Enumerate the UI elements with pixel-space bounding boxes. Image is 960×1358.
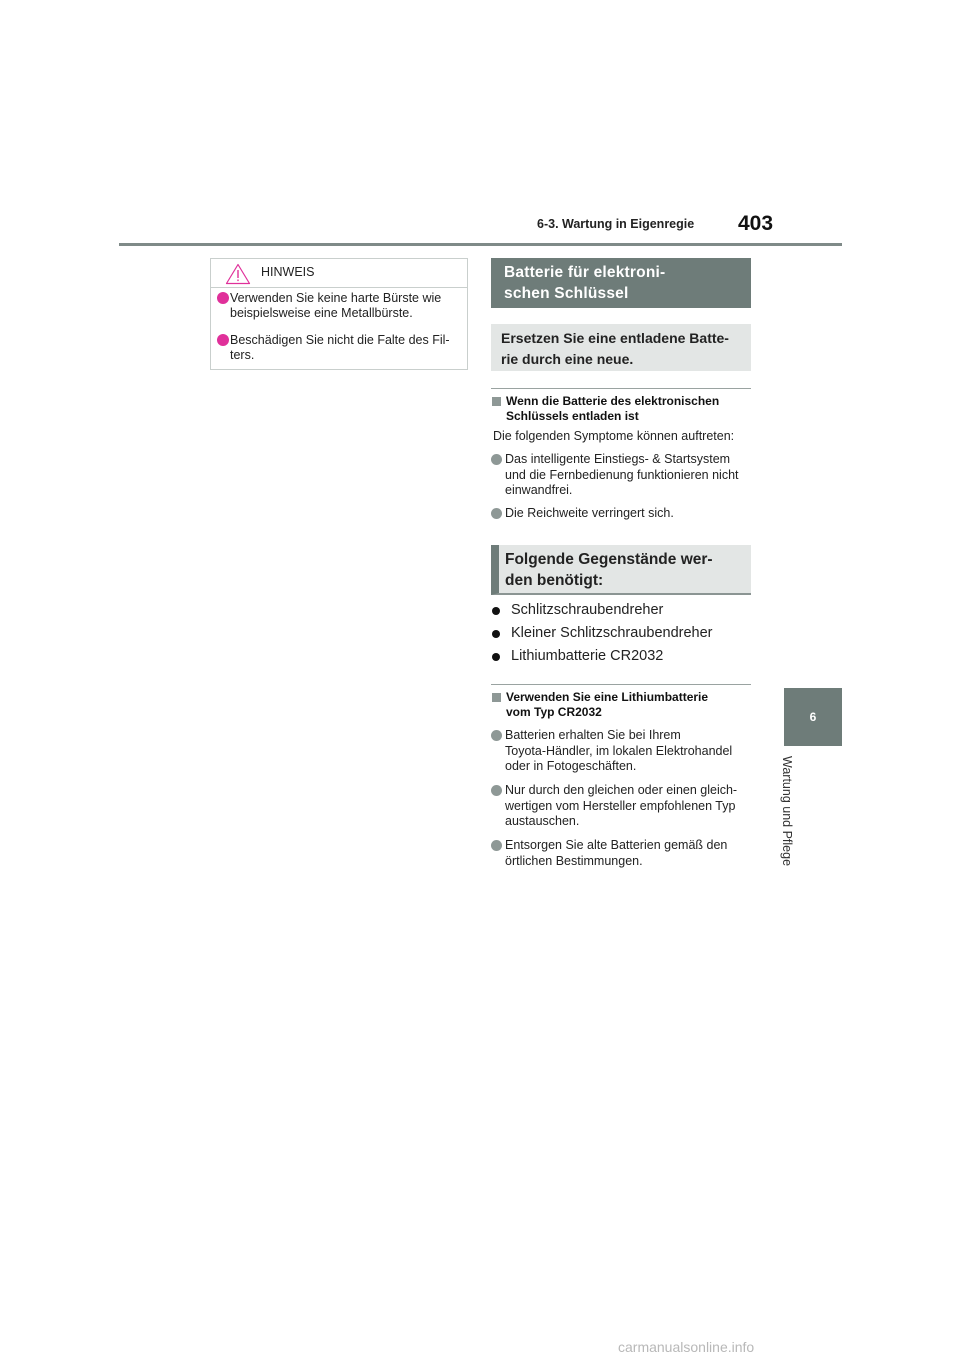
subheading-line: vom Typ CR2032 — [506, 705, 602, 719]
list-item-line: austauschen. — [505, 814, 580, 828]
main-heading — [491, 258, 751, 308]
section-divider — [491, 684, 751, 685]
bullet-icon — [491, 840, 502, 851]
subheading-line: Schlüssels entladen ist — [506, 409, 639, 423]
list-item-line: einwandfrei. — [505, 483, 573, 497]
bullet-icon — [491, 785, 502, 796]
main-heading-line: Batterie für elektroni- — [504, 264, 666, 281]
subheading-dead-battery — [491, 394, 751, 424]
list-item-line: örtlichen Bestimmungen. — [505, 853, 643, 868]
bullet-icon — [217, 334, 229, 346]
tool-item-label: Lithiumbatterie CR2032 — [511, 648, 664, 664]
chapter-side-label — [780, 756, 810, 881]
square-bullet-icon — [492, 693, 501, 702]
notice-header — [211, 259, 467, 288]
instruction-line: rie durch eine neue. — [501, 351, 634, 367]
square-bullet-icon — [492, 397, 501, 406]
chapter-number: 6 — [809, 710, 817, 724]
bullet-icon — [491, 508, 502, 519]
subheading-line: Verwenden Sie eine Lithiumbatterie — [506, 690, 709, 704]
page-number: 403 — [738, 212, 774, 235]
list-item-line: Entsorgen Sie alte Batterien gemäß den — [505, 838, 728, 852]
tools-heading-line: Folgende Gegenstände wer- — [505, 551, 713, 568]
bullet-icon — [492, 630, 500, 638]
instruction-box — [491, 324, 751, 371]
tool-item-label: Schlitzschraubendreher — [511, 602, 664, 618]
list-item-line: oder in Fotogeschäften. — [505, 759, 637, 773]
notice-item-line: Verwenden Sie keine harte Bürste wie — [230, 291, 442, 305]
bullet-icon — [491, 730, 502, 741]
list-item — [491, 783, 751, 830]
chapter-title: Wartung und Pflege — [780, 756, 794, 867]
tools-heading-line: den benötigt: — [505, 572, 604, 589]
notice-item — [217, 333, 461, 363]
list-item-line: Toyota-Händler, im lokalen Elektrohandel — [505, 743, 733, 758]
list-item-line: Batterien erhalten Sie bei Ihrem — [505, 728, 681, 742]
notice-box — [210, 258, 468, 370]
tools-heading — [491, 545, 751, 595]
intro-text: Die folgenden Symptome können auftreten: — [493, 429, 735, 443]
list-item-line: Das intelligente Einstiegs- & Startsystem — [505, 452, 731, 466]
watermark: carmanualsonline.info — [618, 1339, 755, 1355]
subheading-battery-type — [491, 690, 751, 720]
chapter-tab — [784, 688, 842, 746]
header-divider — [119, 243, 842, 246]
notice-title: HINWEIS — [261, 265, 315, 279]
notice-item-line: ters. — [230, 348, 255, 362]
bullet-icon — [492, 607, 500, 615]
notice-item-line: Beschädigen Sie nicht die Falte des Fil- — [230, 333, 450, 347]
notice-item — [217, 291, 461, 321]
instruction-line: Ersetzen Sie eine entladene Batte- — [501, 330, 729, 346]
tool-item — [492, 625, 713, 641]
list-item — [491, 728, 751, 775]
bullet-icon — [492, 653, 500, 661]
tool-item — [492, 648, 663, 664]
section-title: 6-3. Wartung in Eigenregie — [537, 217, 695, 231]
main-heading-line: schen Schlüssel — [504, 285, 629, 302]
subheading-line: Wenn die Batterie des elektronischen — [506, 394, 720, 408]
bullet-icon — [217, 292, 229, 304]
list-item-line: wertigen vom Hersteller empfohlenen Typ — [505, 798, 736, 813]
tool-item — [492, 602, 663, 618]
list-item-line: und die Fernbedienung funktionieren nicht — [505, 467, 739, 482]
list-item — [491, 838, 751, 869]
section-divider — [491, 388, 751, 389]
list-item-line: Die Reichweite verringert sich. — [505, 506, 674, 520]
list-item-line: Nur durch den gleichen oder einen gleich- — [505, 783, 738, 797]
list-item — [491, 452, 751, 499]
bullet-icon — [491, 454, 502, 465]
warning-triangle-icon — [225, 263, 251, 285]
tool-item-label: Kleiner Schlitzschraubendreher — [511, 625, 713, 641]
notice-item-line: beispielsweise eine Metallbürste. — [230, 306, 413, 320]
list-item — [491, 506, 751, 522]
